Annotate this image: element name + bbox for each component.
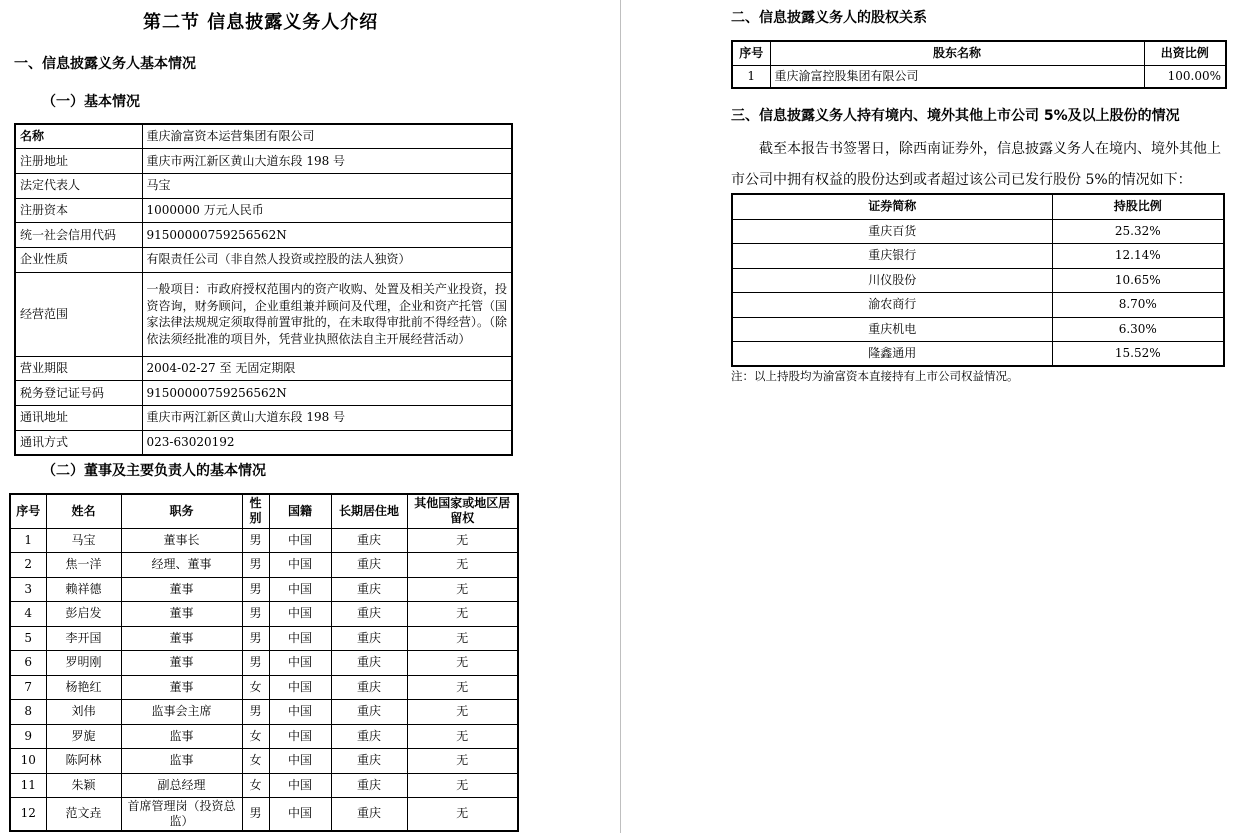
section-title: 第二节 信息披露义务人介绍 xyxy=(143,12,379,33)
basic-info-row xyxy=(15,430,512,455)
directors-cell: 无 xyxy=(407,675,518,700)
directors-cell: 重庆 xyxy=(331,553,407,578)
directors-row xyxy=(10,700,518,725)
basic-info-value: 2004-02-27 至 无固定期限 xyxy=(142,356,512,381)
holdings-table xyxy=(731,193,1225,367)
directors-cell: 中国 xyxy=(269,749,331,774)
directors-cell: 中国 xyxy=(269,626,331,651)
holdings-row xyxy=(732,317,1224,342)
basic-info-label: 税务登记证号码 xyxy=(15,381,142,406)
directors-cell: 无 xyxy=(407,773,518,798)
directors-cell: 首席管理岗（投资总监） xyxy=(121,798,242,831)
directors-cell: 无 xyxy=(407,798,518,831)
directors-cell: 无 xyxy=(407,602,518,627)
holdings-row xyxy=(732,244,1224,269)
directors-cell: 无 xyxy=(407,528,518,553)
directors-row xyxy=(10,724,518,749)
directors-cell: 经理、董事 xyxy=(121,553,242,578)
equity-row xyxy=(732,65,1226,88)
directors-cell: 6 xyxy=(10,651,46,676)
directors-cell: 罗明刚 xyxy=(46,651,121,676)
directors-cell: 重庆 xyxy=(331,602,407,627)
basic-info-label: 法定代表人 xyxy=(15,173,142,198)
directors-cell: 女 xyxy=(242,675,269,700)
holdings-cell: 12.14% xyxy=(1052,244,1224,269)
directors-cell: 董事 xyxy=(121,602,242,627)
directors-cell: 重庆 xyxy=(331,798,407,831)
basic-info-value: 重庆市两江新区黄山大道东段 198 号 xyxy=(142,406,512,431)
directors-row xyxy=(10,553,518,578)
directors-cell: 11 xyxy=(10,773,46,798)
basic-info-value: 重庆市两江新区黄山大道东段 198 号 xyxy=(142,149,512,174)
directors-cell: 女 xyxy=(242,773,269,798)
holdings-cell: 川仪股份 xyxy=(732,268,1052,293)
basic-info-row xyxy=(15,124,512,149)
directors-cell: 无 xyxy=(407,553,518,578)
directors-cell: 男 xyxy=(242,651,269,676)
holdings-cell: 10.65% xyxy=(1052,268,1224,293)
holdings-row xyxy=(732,219,1224,244)
equity-cell: 100.00% xyxy=(1144,65,1226,88)
holdings-cell: 隆鑫通用 xyxy=(732,342,1052,367)
directors-cell: 男 xyxy=(242,528,269,553)
basic-info-value: 023-63020192 xyxy=(142,430,512,455)
directors-cell: 12 xyxy=(10,798,46,831)
directors-cell: 副总经理 xyxy=(121,773,242,798)
directors-cell: 董事 xyxy=(121,577,242,602)
holdings-row xyxy=(732,342,1224,367)
directors-header-cell: 国籍 xyxy=(269,494,331,528)
directors-header-cell: 其他国家或地区居留权 xyxy=(407,494,518,528)
directors-cell: 重庆 xyxy=(331,773,407,798)
directors-table xyxy=(9,493,519,832)
basic-info-value: 91500000759256562N xyxy=(142,223,512,248)
directors-cell: 陈阿林 xyxy=(46,749,121,774)
equity-header-cell: 出资比例 xyxy=(1144,41,1226,65)
directors-cell: 男 xyxy=(242,700,269,725)
basic-info-value: 一般项目：市政府授权范围内的资产收购、处置及相关产业投资，投资咨询，财务顾问，企业重组兼并顾问及代理，企业和资产托管（国家法律法规规定须取得前置审批的，在未取得审批前不得经营）。（除依法须经批准的项目外，凭营业执照依法自主开展经营活动） xyxy=(142,272,512,356)
basic-info-value: 1000000 万元人民币 xyxy=(142,198,512,223)
directors-cell: 2 xyxy=(10,553,46,578)
basic-info-row xyxy=(15,149,512,174)
directors-cell: 中国 xyxy=(269,602,331,627)
directors-cell: 9 xyxy=(10,724,46,749)
holdings-cell: 重庆机电 xyxy=(732,317,1052,342)
basic-info-label: 通讯地址 xyxy=(15,406,142,431)
directors-cell: 无 xyxy=(407,577,518,602)
holdings-cell: 15.52% xyxy=(1052,342,1224,367)
holdings-row xyxy=(732,268,1224,293)
directors-cell: 重庆 xyxy=(331,724,407,749)
directors-cell: 监事会主席 xyxy=(121,700,242,725)
holdings-header-cell: 持股比例 xyxy=(1052,194,1224,219)
heading-listed-holdings: 三、信息披露义务人持有境内、境外其他上市公司 5%及以上股份的情况 xyxy=(731,108,1180,124)
directors-cell: 中国 xyxy=(269,675,331,700)
holdings-paragraph: 截至本报告书签署日，除西南证券外，信息披露义务人在境内、境外其他上市公司中拥有权益的股份达到或者超过该公司已发行股份 5%的情况如下： xyxy=(731,141,1221,188)
directors-cell: 男 xyxy=(242,577,269,602)
directors-cell: 男 xyxy=(242,798,269,831)
directors-cell: 中国 xyxy=(269,651,331,676)
directors-cell: 无 xyxy=(407,651,518,676)
directors-cell: 7 xyxy=(10,675,46,700)
heading-basic-situation: 一、信息披露义务人基本情况 xyxy=(14,56,196,72)
directors-cell: 重庆 xyxy=(331,528,407,553)
basic-info-label: 营业期限 xyxy=(15,356,142,381)
holdings-cell: 重庆银行 xyxy=(732,244,1052,269)
directors-cell: 赖祥德 xyxy=(46,577,121,602)
directors-row xyxy=(10,773,518,798)
basic-info-value: 重庆渝富资本运营集团有限公司 xyxy=(142,124,512,149)
directors-cell: 中国 xyxy=(269,798,331,831)
basic-info-row xyxy=(15,198,512,223)
basic-info-row xyxy=(15,272,512,356)
holdings-cell: 25.32% xyxy=(1052,219,1224,244)
directors-cell: 董事 xyxy=(121,626,242,651)
directors-row xyxy=(10,577,518,602)
equity-cell: 重庆渝富控股集团有限公司 xyxy=(770,65,1144,88)
basic-info-label: 统一社会信用代码 xyxy=(15,223,142,248)
directors-cell: 李开国 xyxy=(46,626,121,651)
basic-info-value: 91500000759256562N xyxy=(142,381,512,406)
directors-cell: 监事 xyxy=(121,749,242,774)
holdings-note: 注：以上持股均为渝富资本直接持有上市公司权益情况。 xyxy=(731,369,1019,383)
holdings-cell: 重庆百货 xyxy=(732,219,1052,244)
basic-info-label: 注册地址 xyxy=(15,149,142,174)
directors-cell: 中国 xyxy=(269,553,331,578)
directors-row xyxy=(10,798,518,831)
directors-row xyxy=(10,528,518,553)
directors-cell: 范文垚 xyxy=(46,798,121,831)
directors-cell: 3 xyxy=(10,577,46,602)
directors-cell: 男 xyxy=(242,626,269,651)
directors-cell: 无 xyxy=(407,724,518,749)
directors-cell: 中国 xyxy=(269,724,331,749)
basic-info-row xyxy=(15,173,512,198)
basic-info-label: 注册资本 xyxy=(15,198,142,223)
directors-cell: 董事长 xyxy=(121,528,242,553)
holdings-row xyxy=(732,293,1224,318)
directors-row xyxy=(10,602,518,627)
directors-cell: 重庆 xyxy=(331,675,407,700)
directors-header-cell: 序号 xyxy=(10,494,46,528)
directors-cell: 彭启发 xyxy=(46,602,121,627)
directors-cell: 杨艳红 xyxy=(46,675,121,700)
basic-info-row xyxy=(15,356,512,381)
directors-row xyxy=(10,626,518,651)
directors-header-cell: 性别 xyxy=(242,494,269,528)
subheading-directors: （二）董事及主要负责人的基本情况 xyxy=(42,463,266,479)
directors-header-cell: 姓名 xyxy=(46,494,121,528)
directors-cell: 4 xyxy=(10,602,46,627)
directors-cell: 10 xyxy=(10,749,46,774)
directors-cell: 马宝 xyxy=(46,528,121,553)
directors-cell: 中国 xyxy=(269,700,331,725)
directors-cell: 监事 xyxy=(121,724,242,749)
basic-info-row xyxy=(15,247,512,272)
basic-info-value: 有限责任公司（非自然人投资或控股的法人独资） xyxy=(142,247,512,272)
directors-cell: 男 xyxy=(242,553,269,578)
directors-header-cell: 长期居住地 xyxy=(331,494,407,528)
basic-info-row xyxy=(15,406,512,431)
directors-cell: 重庆 xyxy=(331,700,407,725)
directors-cell: 重庆 xyxy=(331,651,407,676)
directors-cell: 中国 xyxy=(269,773,331,798)
holdings-header-cell: 证券简称 xyxy=(732,194,1052,219)
basic-info-value: 马宝 xyxy=(142,173,512,198)
directors-cell: 女 xyxy=(242,749,269,774)
basic-info-label: 企业性质 xyxy=(15,247,142,272)
directors-cell: 中国 xyxy=(269,528,331,553)
equity-header-cell: 序号 xyxy=(732,41,770,65)
directors-cell: 重庆 xyxy=(331,577,407,602)
equity-cell: 1 xyxy=(732,65,770,88)
basic-info-label: 经营范围 xyxy=(15,272,142,356)
directors-cell: 刘伟 xyxy=(46,700,121,725)
directors-cell: 重庆 xyxy=(331,749,407,774)
directors-cell: 女 xyxy=(242,724,269,749)
subheading-basic-info: （一）基本情况 xyxy=(42,94,140,110)
directors-cell: 无 xyxy=(407,749,518,774)
directors-cell: 5 xyxy=(10,626,46,651)
holdings-cell: 8.70% xyxy=(1052,293,1224,318)
equity-header-cell: 股东名称 xyxy=(770,41,1144,65)
directors-cell: 董事 xyxy=(121,651,242,676)
directors-cell: 朱颖 xyxy=(46,773,121,798)
directors-cell: 男 xyxy=(242,602,269,627)
directors-header-cell: 职务 xyxy=(121,494,242,528)
directors-cell: 中国 xyxy=(269,577,331,602)
directors-cell: 无 xyxy=(407,626,518,651)
basic-info-row xyxy=(15,223,512,248)
page-divider xyxy=(620,0,621,833)
directors-cell: 1 xyxy=(10,528,46,553)
directors-cell: 8 xyxy=(10,700,46,725)
basic-info-label: 名称 xyxy=(15,124,142,149)
basic-info-label: 通讯方式 xyxy=(15,430,142,455)
basic-info-table xyxy=(14,123,513,456)
directors-row xyxy=(10,749,518,774)
holdings-cell: 6.30% xyxy=(1052,317,1224,342)
directors-row xyxy=(10,651,518,676)
directors-cell: 董事 xyxy=(121,675,242,700)
directors-cell: 焦一洋 xyxy=(46,553,121,578)
holdings-cell: 渝农商行 xyxy=(732,293,1052,318)
heading-equity: 二、信息披露义务人的股权关系 xyxy=(731,10,927,26)
directors-cell: 无 xyxy=(407,700,518,725)
directors-row xyxy=(10,675,518,700)
basic-info-row xyxy=(15,381,512,406)
directors-cell: 重庆 xyxy=(331,626,407,651)
equity-table xyxy=(731,40,1227,89)
directors-cell: 罗旎 xyxy=(46,724,121,749)
